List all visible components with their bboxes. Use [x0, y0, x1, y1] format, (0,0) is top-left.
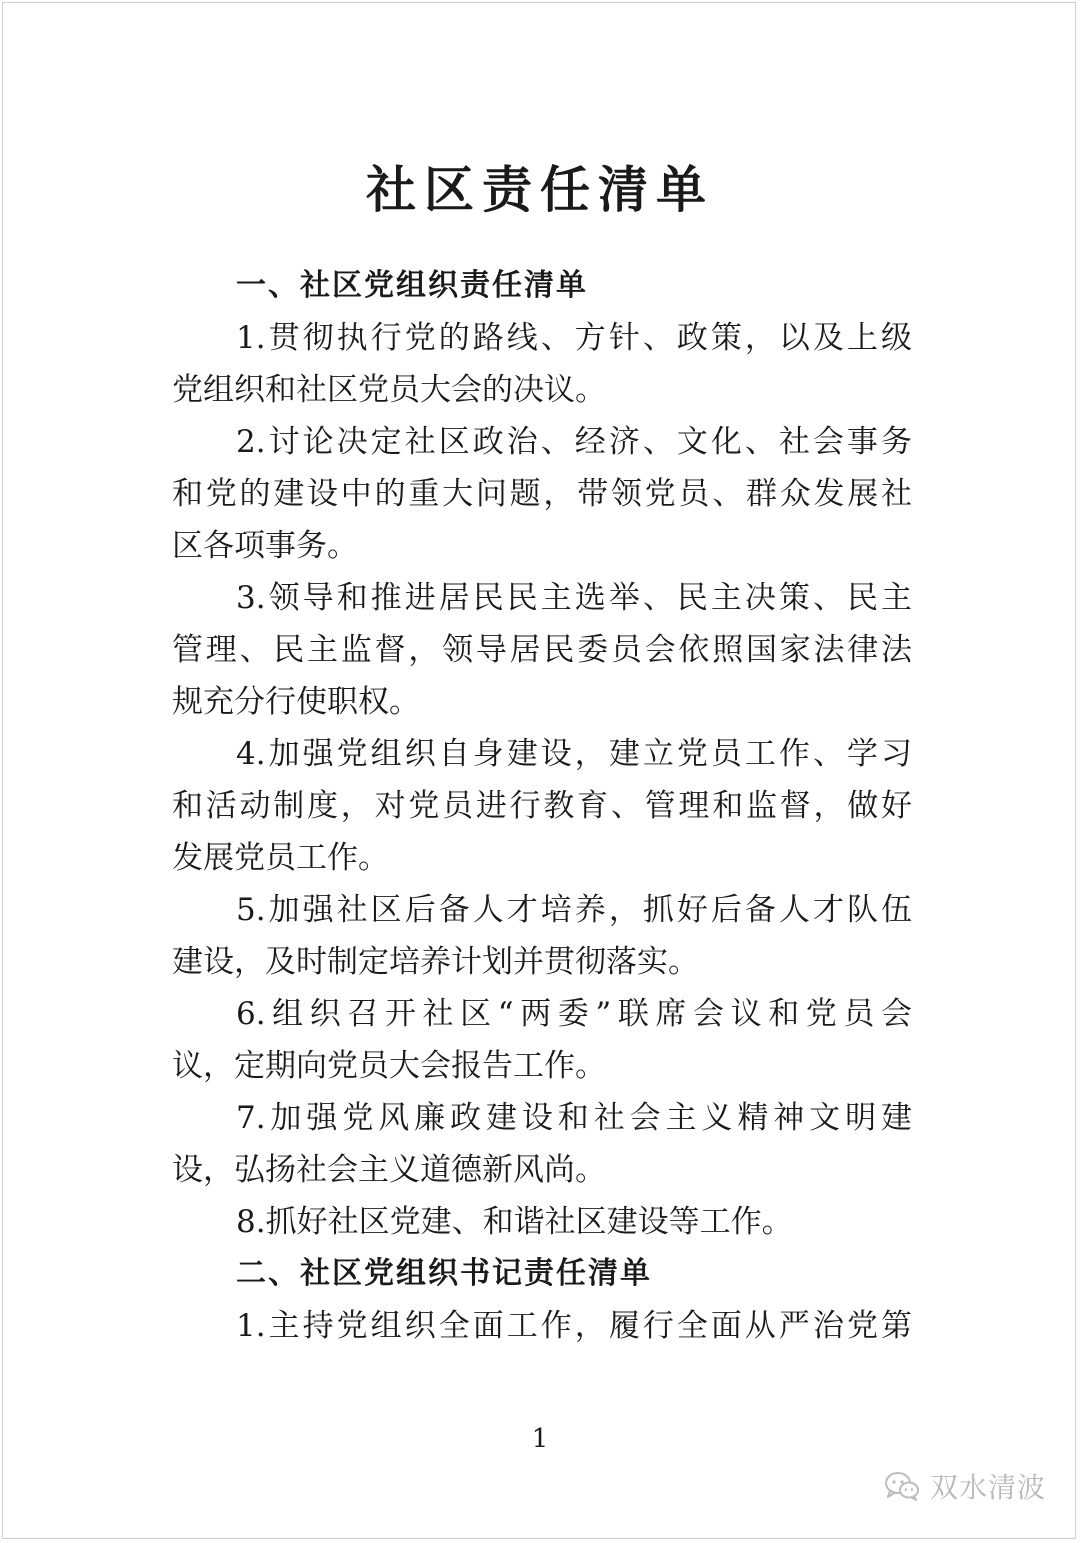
paragraph-line: 1.贯彻执行党的路线、方针、政策，以及上级: [236, 320, 912, 356]
paragraph-line: 7.加强党风廉政建设和社会主义精神文明建: [236, 1100, 912, 1136]
paragraph-line: 设，弘扬社会主义道德新风尚。: [172, 1152, 606, 1188]
wechat-icon: [884, 1471, 920, 1501]
paragraph-line: 4.加强党组织自身建设，建立党员工作、学习: [236, 736, 912, 772]
paragraph-line: 区各项事务。: [172, 528, 358, 564]
paragraph-line: 和活动制度，对党员进行教育、管理和监督，做好: [172, 788, 912, 824]
page-number: 1: [531, 1424, 549, 1454]
paragraph-line: 5.加强社区后备人才培养，抓好后备人才队伍: [236, 892, 912, 928]
paragraph-line: 建设，及时制定培养计划并贯彻落实。: [172, 944, 699, 980]
paragraph-line: 6.组织召开社区“两委”联席会议和党员会: [236, 996, 912, 1032]
paragraph-line: 规充分行使职权。: [172, 684, 420, 720]
paragraph-line: 3.领导和推进居民民主选举、民主决策、民主: [236, 580, 912, 616]
section-heading: 二、社区党组织书记责任清单: [236, 1256, 652, 1291]
paragraph-line: 和党的建设中的重大问题，带领党员、群众发展社: [172, 476, 912, 512]
section-heading: 一、社区党组织责任清单: [236, 268, 588, 303]
paragraph-line: 8.抓好社区党建、和谐社区建设等工作。: [236, 1204, 793, 1240]
paragraph-line: 管理、民主监督，领导居民委员会依照国家法律法: [172, 632, 912, 668]
paragraph-line: 2.讨论决定社区政治、经济、文化、社会事务: [236, 424, 912, 460]
paragraph-line: 党组织和社区党员大会的决议。: [172, 372, 606, 408]
paragraph-line: 议，定期向党员大会报告工作。: [172, 1048, 606, 1084]
watermark-text: 双水清波: [929, 1471, 1046, 1504]
watermark: [884, 1466, 1046, 1506]
document-body: [172, 260, 912, 1352]
paragraph-line: 1.主持党组织全面工作，履行全面从严治党第: [236, 1308, 912, 1344]
document-title: 社区责任清单: [366, 160, 714, 219]
paragraph-line: 发展党员工作。: [172, 840, 389, 876]
